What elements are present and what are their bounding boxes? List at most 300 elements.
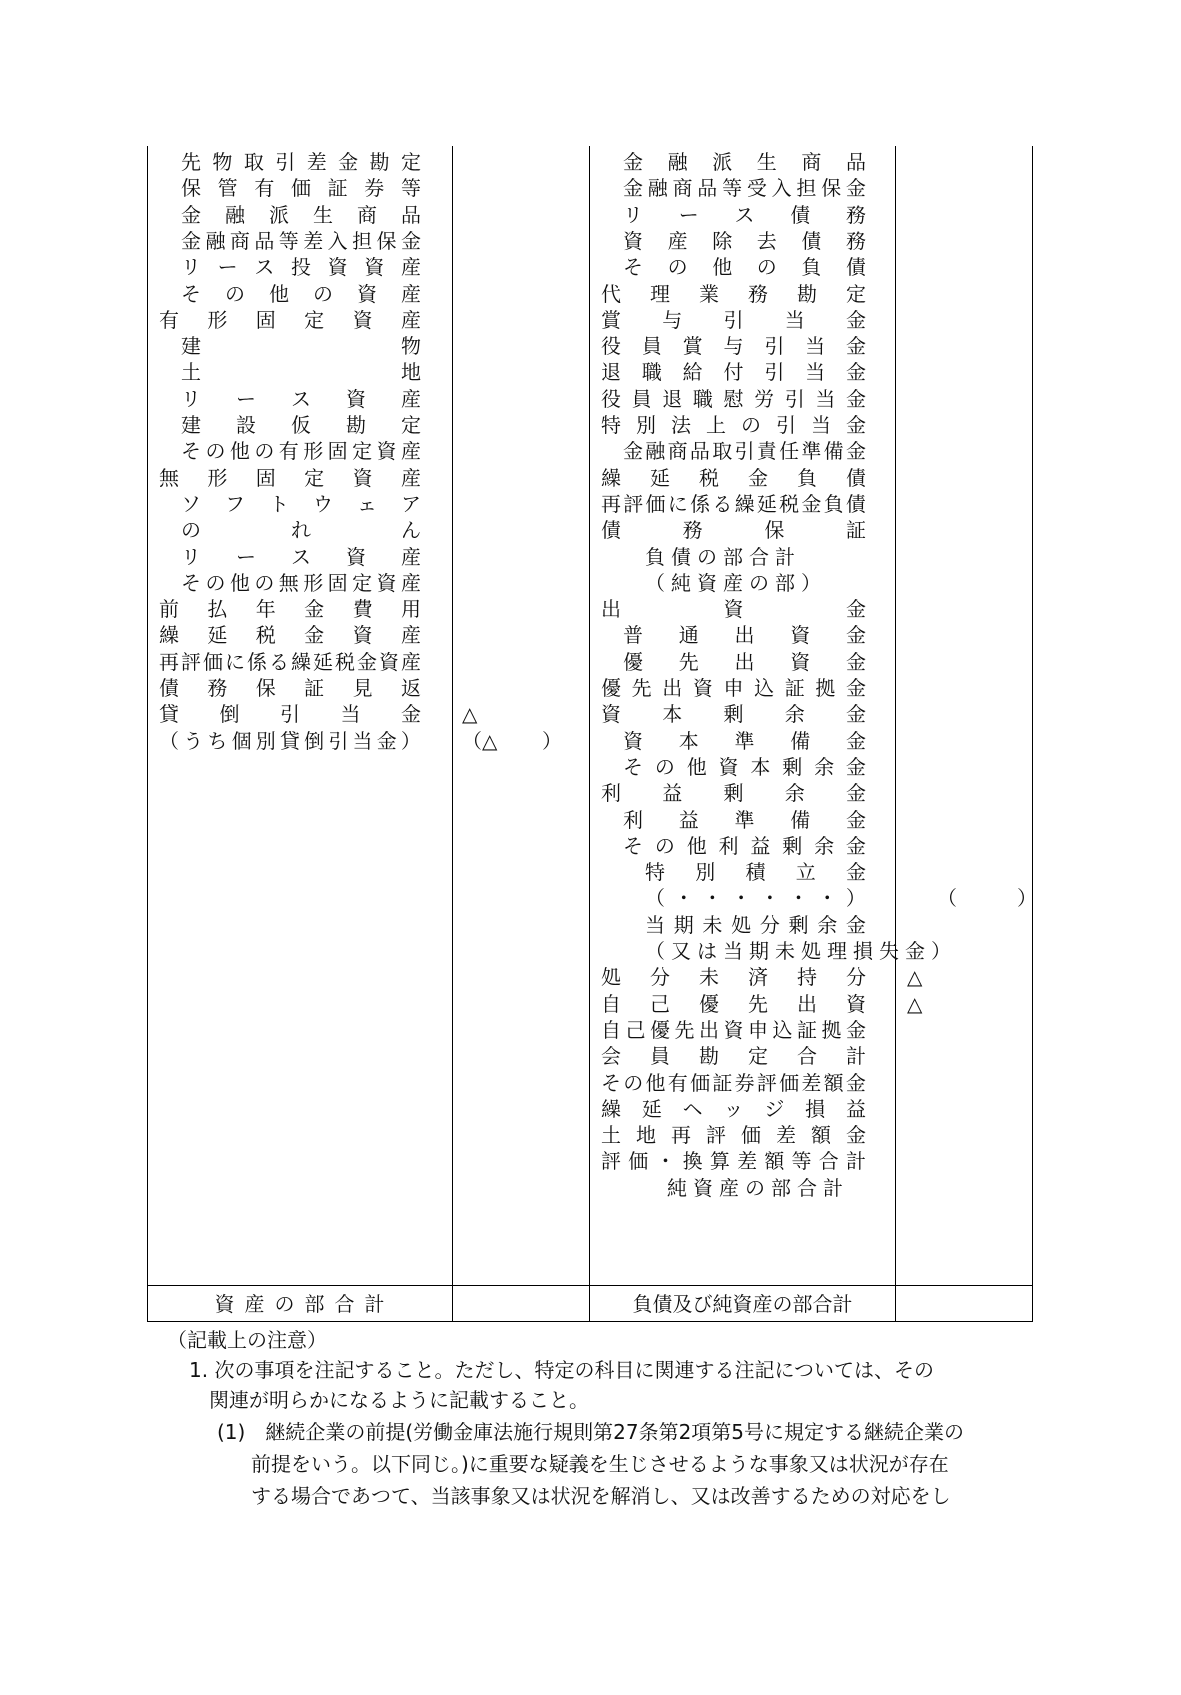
liability-item-char-11-8: 準: [801, 439, 822, 464]
assets-item-char-0-2: 取: [243, 150, 264, 174]
assets-item-row-6: [159, 306, 421, 334]
liability-item-char-10-5: 引: [776, 413, 796, 437]
liabilities-amount-mark-1: △: [907, 965, 923, 990]
assets-item-char-11-8: 資: [376, 439, 397, 464]
liability-item-char-20-1: 先: [631, 676, 652, 700]
assets-item-char-17-1: 払: [207, 597, 228, 622]
assets-item-char-20-1: 務: [207, 676, 228, 700]
liability-item-char-22-0: 資: [623, 728, 643, 753]
liability-item-char-27-4: 金: [846, 860, 866, 885]
liability-item-char-3-1: 産: [667, 228, 688, 253]
liability-item-char-6-3: 当: [784, 307, 805, 332]
liability-item-char-13-11: 債: [845, 491, 866, 516]
assets-item-char-12-2: 固: [255, 465, 276, 490]
assets-item-char-3-0: 金: [181, 228, 201, 253]
assets-item-char-5-2: 他: [269, 281, 289, 306]
assets-item-char-20-4: 見: [352, 676, 373, 700]
liability-item-row-18: [623, 621, 866, 649]
liability-item-char-20-2: 出: [662, 676, 683, 700]
assets-item-char-19-11: 産: [401, 649, 421, 674]
liability-item-row-14: [601, 516, 866, 544]
liability-item-row-4: [623, 253, 866, 281]
liability-item-char-19-1: 先: [678, 649, 699, 674]
liability-item-char-14-3: 証: [845, 518, 866, 543]
liability-item-label-30: （又は当期未処理損失金）: [645, 939, 957, 963]
liability-item-char-35-1: の: [623, 1070, 644, 1095]
liability-item-char-8-2: 給: [682, 360, 703, 385]
liability-item-char-19-3: 資: [790, 649, 811, 674]
assets-item-char-12-0: 無: [159, 465, 179, 490]
liability-item-char-2-2: ス: [734, 202, 755, 227]
liability-item-row-34: [601, 1042, 866, 1070]
liability-item-row-24: [601, 779, 866, 807]
liability-item-char-1-2: 商: [672, 176, 693, 201]
assets-item-char-7-0: 建: [181, 334, 201, 359]
liability-item-char-20-4: 申: [723, 676, 744, 700]
liability-item-char-24-3: 余: [784, 781, 805, 806]
liability-item-char-11-9: 備: [823, 439, 844, 464]
assets-item-char-12-5: 産: [400, 465, 421, 490]
assets-item-char-14-2: ん: [401, 518, 421, 543]
liability-item-char-11-5: 引: [734, 439, 755, 464]
liability-item-char-33-2: 優: [650, 1017, 670, 1042]
assets-item-char-18-2: 税: [255, 623, 276, 648]
liability-item-char-33-3: 先: [674, 1017, 695, 1042]
liability-item-row-1: [623, 174, 866, 202]
liability-item-char-32-3: 先: [748, 991, 768, 1016]
liability-item-row-29: [645, 911, 866, 939]
liability-item-char-3-2: 除: [712, 228, 733, 253]
liability-item-char-33-4: 出: [699, 1017, 719, 1042]
liability-item-char-29-0: 当: [645, 912, 665, 937]
liability-item-row-39: [667, 1174, 866, 1202]
liability-item-char-11-6: 責: [756, 439, 777, 464]
liability-item-char-11-7: 任: [779, 439, 800, 464]
assets-item-char-4-3: 投: [290, 255, 311, 280]
liability-item-char-36-0: 繰: [601, 1096, 621, 1121]
liability-item-char-22-3: 備: [790, 728, 811, 753]
assets-item-char-19-1: 評: [181, 649, 201, 674]
liability-item-char-12-0: 繰: [601, 465, 621, 490]
liability-item-char-26-2: 他: [686, 833, 707, 858]
assets-item-char-0-4: 差: [306, 150, 327, 174]
assets-item-row-2: [181, 201, 421, 229]
liability-item-char-32-0: 自: [601, 991, 621, 1016]
assets-item-char-3-8: 保: [376, 228, 397, 253]
assets-item-row-21: [159, 700, 421, 728]
liability-item-row-10: [601, 411, 866, 439]
assets-item-char-4-0: リ: [181, 255, 201, 280]
liability-item-char-31-4: 持: [797, 965, 817, 990]
liability-item-char-10-3: 上: [706, 413, 726, 437]
liability-item-row-32: [601, 990, 866, 1018]
assets-item-char-18-0: 繰: [159, 623, 179, 648]
assets-item-row-16: [181, 569, 421, 597]
assets-item-char-17-0: 前: [159, 597, 179, 622]
liability-item-char-38-2: ・: [655, 1149, 676, 1174]
liability-item-char-17-0: 出: [601, 597, 621, 622]
liability-item-char-38-5: 差: [737, 1149, 758, 1174]
liability-item-char-13-0: 再: [601, 491, 621, 516]
assets-item-row-15: [181, 543, 421, 571]
assets-item-char-4-4: 資: [327, 255, 348, 280]
liability-item-char-29-2: 未: [702, 912, 723, 937]
assets-item-char-21-1: 倒: [219, 702, 240, 727]
liability-item-char-10-4: の: [741, 413, 761, 437]
liability-item-char-13-10: 負: [823, 491, 844, 516]
liability-item-char-24-4: 金: [846, 781, 866, 806]
assets-item-char-10-0: 建: [181, 413, 201, 437]
assets-item-char-17-5: 用: [400, 597, 421, 622]
assets-item-char-11-7: 定: [352, 439, 373, 464]
assets-item-row-17: [159, 595, 421, 623]
assets-item-char-10-2: 仮: [291, 413, 311, 437]
assets-item-row-0: [181, 148, 421, 176]
liability-item-char-7-1: 員: [641, 334, 662, 359]
liability-item-row-16: [645, 569, 866, 597]
liability-item-row-30: [645, 937, 957, 965]
assets-item-char-13-0: ソ: [181, 491, 201, 516]
assets-item-char-11-2: 他: [229, 439, 250, 464]
liability-item-char-29-7: 金: [845, 912, 866, 937]
assets-item-row-4: [181, 253, 421, 281]
liability-item-char-0-3: 生: [756, 150, 777, 174]
assets-item-char-16-1: の: [205, 570, 226, 595]
assets-total-char-3: 部: [304, 1292, 325, 1316]
liability-item-char-32-1: 己: [650, 991, 670, 1016]
assets-item-char-19-9: 金: [357, 649, 377, 674]
liability-item-char-14-0: 債: [601, 518, 621, 543]
liability-item-char-6-0: 賞: [601, 307, 621, 332]
assets-item-char-11-4: 有: [278, 439, 299, 464]
liability-item-char-31-0: 処: [601, 965, 621, 990]
assets-item-row-20: [159, 674, 421, 702]
note-item-1-line-2: 関連が明らかになるように記載すること。: [209, 1388, 589, 1412]
liability-item-row-36: [601, 1095, 866, 1123]
liability-item-row-35: [601, 1069, 866, 1097]
liability-item-row-19: [623, 648, 866, 676]
assets-amount-mark-0: △: [462, 702, 478, 727]
liability-item-char-2-1: ー: [678, 202, 699, 227]
liability-item-char-13-7: 延: [756, 491, 777, 516]
assets-item-char-15-4: 産: [401, 544, 421, 569]
liability-item-row-12: [601, 464, 866, 492]
liability-item-char-10-7: 金: [846, 413, 866, 437]
assets-item-char-15-0: リ: [181, 544, 201, 569]
assets-item-row-11: [181, 437, 421, 465]
liability-item-char-6-4: 金: [846, 307, 866, 332]
assets-item-char-0-1: 物: [212, 150, 233, 174]
assets-total-char-0: 資: [214, 1292, 235, 1316]
assets-item-row-7: [181, 332, 421, 360]
table-border-left: [147, 146, 148, 1322]
assets-item-char-4-6: 産: [400, 255, 421, 280]
liability-item-char-20-5: 込: [754, 676, 775, 700]
liability-item-char-38-8: 合: [818, 1149, 839, 1174]
liability-item-char-21-4: 金: [846, 702, 866, 727]
assets-item-char-3-9: 金: [400, 228, 421, 253]
liability-item-char-37-4: 価: [741, 1123, 761, 1148]
notes-heading: （記載上の注意）: [167, 1328, 327, 1352]
assets-item-char-11-5: 形: [303, 439, 324, 464]
liability-item-char-13-5: る: [712, 491, 733, 516]
liability-item-char-8-3: 付: [723, 360, 744, 385]
liability-item-char-6-2: 引: [723, 307, 744, 332]
assets-item-char-2-2: 派: [269, 202, 289, 227]
liability-item-char-5-4: 勘: [797, 281, 817, 306]
assets-item-char-22-9: 金: [376, 728, 397, 753]
assets-item-char-9-1: ー: [236, 386, 256, 411]
liability-item-char-25-3: 備: [790, 807, 811, 832]
liability-item-char-29-6: 余: [817, 912, 838, 937]
liability-item-char-8-0: 退: [601, 360, 621, 385]
assets-item-row-14: [181, 516, 421, 544]
assets-item-char-4-5: 資: [364, 255, 385, 280]
liability-item-char-17-1: 資: [723, 597, 744, 622]
assets-item-char-13-5: ア: [401, 491, 421, 516]
liability-item-char-20-0: 優: [601, 676, 621, 700]
assets-item-char-6-4: 資: [352, 307, 373, 332]
liability-item-char-11-2: 商: [667, 439, 688, 464]
assets-item-char-12-1: 形: [207, 465, 228, 490]
liability-item-char-31-5: 分: [846, 965, 866, 990]
assets-item-char-19-3: に: [225, 649, 245, 674]
assets-item-char-19-0: 再: [159, 649, 179, 674]
liability-item-char-7-6: 金: [845, 334, 866, 359]
assets-item-char-18-1: 延: [207, 623, 228, 648]
liability-item-char-8-4: 引: [764, 360, 785, 385]
liability-item-char-7-3: 与: [723, 334, 744, 359]
liability-item-char-33-10: 金: [846, 1017, 866, 1042]
assets-total-char-1: 産: [244, 1292, 265, 1316]
assets-item-char-11-1: の: [205, 439, 226, 464]
assets-item-char-20-3: 証: [304, 676, 325, 700]
assets-item-char-13-3: ウ: [313, 491, 333, 516]
assets-item-char-10-4: 定: [401, 413, 421, 437]
liability-item-row-15: [645, 543, 866, 571]
assets-item-char-6-3: 定: [304, 307, 325, 332]
liability-item-char-5-0: 代: [601, 281, 621, 306]
assets-item-char-0-0: 先: [181, 150, 201, 174]
liability-item-char-21-0: 資: [601, 702, 621, 727]
liability-item-char-1-5: 受: [746, 176, 767, 201]
liability-item-char-2-0: リ: [623, 202, 643, 227]
liability-item-char-1-6: 入: [771, 176, 792, 201]
liability-item-char-4-0: そ: [623, 255, 643, 280]
assets-item-char-4-1: ー: [217, 255, 238, 280]
assets-amount-mark-1: （△ ）: [462, 728, 562, 753]
assets-item-char-5-3: の: [313, 281, 333, 306]
liability-item-char-11-4: 取: [712, 439, 733, 464]
liability-item-char-27-3: 立: [795, 860, 816, 885]
liability-item-char-10-0: 特: [601, 413, 621, 437]
liability-item-char-28-6: ・: [817, 886, 838, 911]
assets-item-char-4-2: ス: [254, 255, 275, 280]
assets-item-char-5-5: 産: [401, 281, 421, 306]
liability-item-char-0-2: 派: [712, 150, 733, 174]
assets-item-char-16-9: 産: [400, 570, 421, 595]
note-item-1-line-1: 1. 次の事項を注記すること。ただし、特定の科目に関連する注記については、その: [189, 1358, 935, 1382]
assets-item-char-16-3: の: [254, 570, 275, 595]
assets-item-char-22-5: 貸: [279, 728, 300, 753]
liability-item-char-1-8: 保: [821, 176, 842, 201]
liability-item-char-7-5: 当: [805, 334, 826, 359]
liability-item-char-34-5: 計: [846, 1044, 866, 1069]
assets-item-char-22-2: ち: [207, 728, 228, 753]
liability-item-row-22: [623, 727, 866, 755]
note-sub-1-line-1: (1) 継続企業の前提(労働金庫法施行規則第27条第2項第5号に規定する継続企業の: [217, 1420, 965, 1444]
liability-item-char-22-2: 準: [734, 728, 755, 753]
liability-item-char-29-5: 剰: [788, 912, 809, 937]
assets-item-char-10-1: 設: [236, 413, 256, 437]
liability-item-char-14-1: 務: [682, 518, 703, 543]
liabilities-total-text: 負債及び純資産の部合計: [632, 1292, 853, 1316]
liability-item-row-26: [623, 832, 866, 860]
liability-item-char-37-5: 差: [776, 1123, 796, 1148]
liability-item-char-1-1: 融: [647, 176, 668, 201]
liabilities-total-label: [590, 1286, 895, 1322]
liability-item-char-18-1: 通: [678, 623, 699, 648]
assets-item-char-3-5: 差: [303, 228, 324, 253]
liability-item-char-36-2: ヘ: [682, 1096, 703, 1121]
assets-item-char-16-2: 他: [229, 570, 250, 595]
liability-item-char-7-2: 賞: [682, 334, 703, 359]
liability-item-char-10-2: 法: [671, 413, 691, 437]
liability-item-char-35-0: そ: [601, 1070, 621, 1095]
liability-item-char-36-4: ジ: [764, 1096, 785, 1121]
assets-item-char-15-2: ス: [291, 544, 311, 569]
liability-item-char-33-5: 資: [723, 1017, 744, 1042]
liability-item-char-26-1: の: [654, 833, 675, 858]
liability-item-char-36-1: 延: [641, 1096, 662, 1121]
liability-item-char-31-3: 済: [748, 965, 768, 990]
liability-item-char-11-10: 金: [845, 439, 866, 464]
liability-item-char-10-6: 当: [811, 413, 831, 437]
liability-item-char-38-7: 等: [791, 1149, 812, 1174]
assets-item-char-19-10: 資: [379, 649, 399, 674]
liability-item-char-11-3: 品: [689, 439, 710, 464]
liability-item-char-12-3: 金: [748, 465, 768, 490]
liability-item-char-27-2: 積: [745, 860, 766, 885]
liability-item-char-36-3: ッ: [723, 1096, 744, 1121]
assets-item-char-18-4: 資: [352, 623, 373, 648]
assets-item-char-1-4: 証: [327, 176, 348, 201]
assets-item-char-6-0: 有: [159, 307, 179, 332]
liability-item-char-3-3: 去: [756, 228, 777, 253]
assets-total-char-2: の: [274, 1292, 295, 1316]
assets-item-char-17-2: 年: [255, 597, 276, 622]
liability-item-row-27: [645, 858, 866, 886]
assets-item-char-17-3: 金: [304, 597, 325, 622]
liability-item-row-28: [645, 884, 866, 912]
liability-item-row-23: [623, 753, 866, 781]
liability-item-char-35-4: 価: [690, 1070, 711, 1095]
liability-item-char-27-1: 別: [695, 860, 716, 885]
liability-item-char-35-6: 券: [734, 1070, 755, 1095]
liability-item-char-3-0: 資: [623, 228, 643, 253]
liability-item-char-32-2: 優: [699, 991, 719, 1016]
liability-item-label-39: 純資産の部合計: [667, 1175, 849, 1200]
liability-item-char-22-4: 金: [846, 728, 866, 753]
assets-item-char-16-0: そ: [181, 570, 201, 595]
assets-item-char-12-4: 資: [352, 465, 373, 490]
liability-item-row-13: [601, 490, 866, 518]
assets-item-char-1-6: 等: [400, 176, 421, 201]
liability-item-row-20: [601, 674, 866, 702]
liability-item-char-26-3: 利: [718, 833, 739, 858]
assets-item-char-1-2: 有: [254, 176, 275, 201]
assets-item-row-5: [181, 280, 421, 308]
liability-item-char-9-4: 慰: [723, 386, 744, 411]
assets-item-char-0-6: 勘: [369, 150, 390, 174]
liability-item-char-12-5: 債: [846, 465, 866, 490]
liability-item-char-31-1: 分: [650, 965, 670, 990]
assets-item-char-3-1: 融: [205, 228, 226, 253]
assets-item-row-13: [181, 490, 421, 518]
liability-item-char-18-4: 金: [846, 623, 866, 648]
liability-item-char-20-3: 資: [692, 676, 713, 700]
liability-item-char-1-4: 等: [722, 176, 743, 201]
column-divider-2: [589, 146, 590, 1322]
assets-item-char-22-3: 個: [231, 728, 252, 753]
note-sub-1-line-2: 前提をいう。以下同じ。)に重要な疑義を生じさせるような事象又は状況が存在: [251, 1452, 949, 1476]
liability-item-char-6-1: 与: [662, 307, 683, 332]
assets-item-row-18: [159, 621, 421, 649]
assets-item-row-3: [181, 227, 421, 255]
liability-item-row-17: [601, 595, 866, 623]
liability-item-char-38-4: 算: [709, 1149, 730, 1174]
liability-item-char-9-7: 当: [815, 386, 836, 411]
assets-item-char-15-1: ー: [236, 544, 256, 569]
liability-item-char-11-1: 融: [645, 439, 666, 464]
assets-item-char-17-4: 費: [352, 597, 373, 622]
assets-item-char-5-1: の: [225, 281, 245, 306]
liability-item-char-12-1: 延: [650, 465, 670, 490]
liability-item-char-17-2: 金: [846, 597, 866, 622]
assets-item-char-1-5: 券: [364, 176, 385, 201]
liability-item-char-9-2: 退: [662, 386, 683, 411]
liability-item-char-35-2: 他: [645, 1070, 666, 1095]
liability-item-char-33-6: 申: [748, 1017, 768, 1042]
assets-item-char-9-2: ス: [291, 386, 311, 411]
assets-item-char-3-2: 商: [229, 228, 250, 253]
assets-item-char-6-2: 固: [255, 307, 276, 332]
assets-item-char-2-0: 金: [181, 202, 201, 227]
liability-item-char-24-2: 剰: [723, 781, 744, 806]
assets-item-char-16-6: 固: [327, 570, 348, 595]
liability-item-char-12-2: 税: [699, 465, 719, 490]
liability-item-char-32-4: 出: [797, 991, 817, 1016]
liability-item-char-3-5: 務: [845, 228, 866, 253]
liability-item-row-7: [601, 332, 866, 360]
liability-item-char-26-7: 金: [845, 833, 866, 858]
liability-item-char-35-7: 評: [756, 1070, 777, 1095]
liability-item-char-0-4: 商: [801, 150, 822, 174]
assets-item-char-0-5: 金: [338, 150, 359, 174]
liability-item-char-20-7: 拠: [815, 676, 836, 700]
liability-item-label-16: （純資産の部）: [645, 570, 827, 595]
liability-item-char-34-0: 会: [601, 1044, 621, 1069]
liability-item-char-26-5: 剰: [782, 833, 803, 858]
liability-item-char-37-3: 評: [706, 1123, 726, 1148]
liability-item-char-4-5: 債: [845, 255, 866, 280]
assets-item-char-11-3: の: [254, 439, 275, 464]
liability-item-char-23-1: の: [654, 754, 675, 779]
assets-item-char-16-4: 無: [278, 570, 299, 595]
liability-item-char-0-5: 品: [845, 150, 866, 174]
column-divider-1: [452, 146, 453, 1322]
assets-item-char-20-2: 保: [255, 676, 276, 700]
